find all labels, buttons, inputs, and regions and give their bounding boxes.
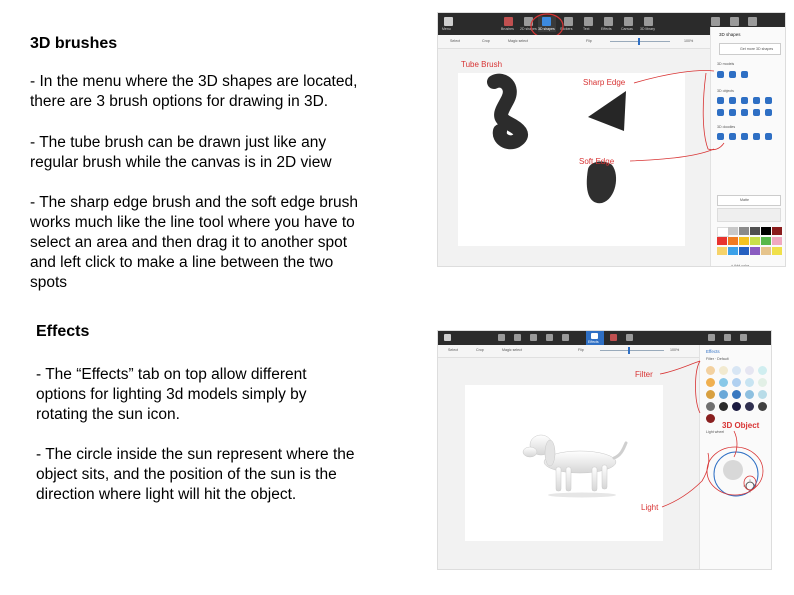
annotation-lines [438, 331, 771, 569]
magic-select-tool[interactable]: Magic select [508, 39, 528, 43]
panel-title: Effects [706, 349, 720, 354]
text-line: select an area and then drag it to another spot [30, 234, 348, 251]
annotation-soft-edge: Soft Edge [579, 157, 615, 166]
tab-label: 3D library [640, 27, 655, 31]
zoom-level: 100% [670, 348, 680, 352]
paragraph [30, 193, 358, 293]
text-line: rotating the sun icon. [36, 406, 180, 423]
text-line: direction where light will hit the object. [36, 486, 297, 503]
text-line: - The tube brush can be drawn just like any [30, 134, 327, 151]
paragraph [30, 72, 357, 112]
tab-label: Effects [601, 27, 612, 31]
magic-select-tool[interactable]: Magic select [502, 348, 522, 352]
tab-label: Text [583, 27, 590, 31]
tab-label: 2D shapes [520, 27, 537, 31]
screenshot-3d-brushes [438, 13, 785, 266]
tab-label: Stickers [560, 27, 573, 31]
text-line: options for lighting 3d models simply by [36, 386, 307, 403]
crop-tool[interactable]: Crop [476, 348, 484, 352]
add-color-button[interactable]: + Add color [731, 264, 750, 266]
annotation-light: Light [641, 503, 659, 512]
paragraph [36, 445, 355, 505]
models-heading: 3D models [717, 62, 735, 66]
annotation-lines [438, 13, 785, 266]
text-line: there are 3 brush options for drawing in 3D. [30, 93, 329, 110]
tab-label: 3D shapes [538, 27, 555, 31]
text-line: object sits, and the position of the sun is the [36, 466, 337, 483]
tab-label: Brushes [501, 27, 514, 31]
section-heading-effects: Effects [36, 323, 90, 340]
tab-label: Canvas [621, 27, 633, 31]
annotation-sharp-edge: Sharp Edge [583, 78, 626, 87]
select-tool[interactable]: Select [448, 348, 458, 352]
flip-tool[interactable]: Flip [578, 348, 584, 352]
panel-title: 3D shapes [719, 32, 741, 37]
lighting-heading: Light wheel [706, 430, 725, 434]
paragraph [36, 365, 307, 425]
objects-heading: 3D objects [717, 89, 734, 93]
doodles-heading: 3D doodles [717, 125, 736, 129]
text-line: - The circle inside the sun represent where the [36, 446, 355, 463]
text-line: - The “Effects” tab on top allow different [36, 366, 307, 383]
select-tool[interactable]: Select [450, 39, 460, 43]
menu-label: Menu [442, 27, 451, 31]
paragraph [30, 133, 332, 173]
text-line: - The sharp edge brush and the soft edge brush [30, 194, 359, 211]
tab-label: Effects [588, 340, 599, 344]
annotation-filter: Filter [635, 370, 653, 379]
section-heading-3d-brushes: 3D brushes [30, 35, 118, 52]
filters-heading: Filter · Default [706, 357, 729, 361]
text-line: - In the menu where the 3D shapes are located, [30, 73, 358, 90]
select-value: Matte [740, 198, 749, 202]
flip-tool[interactable]: Flip [586, 39, 592, 43]
text-line: and left click to make a line between the two [30, 254, 334, 271]
screenshot-effects [438, 331, 771, 569]
crop-tool[interactable]: Crop [482, 39, 490, 43]
text-line: works much like the line tool where you have to [30, 214, 355, 231]
annotation-3d-object: 3D Object [722, 421, 760, 430]
annotation-tube-brush: Tube Brush [461, 60, 503, 69]
text-line: spots [30, 274, 68, 291]
text-line: regular brush while the canvas is in 2D view [30, 154, 332, 171]
zoom-level: 100% [684, 39, 694, 43]
button-label: Get more 3D shapes [740, 47, 774, 51]
